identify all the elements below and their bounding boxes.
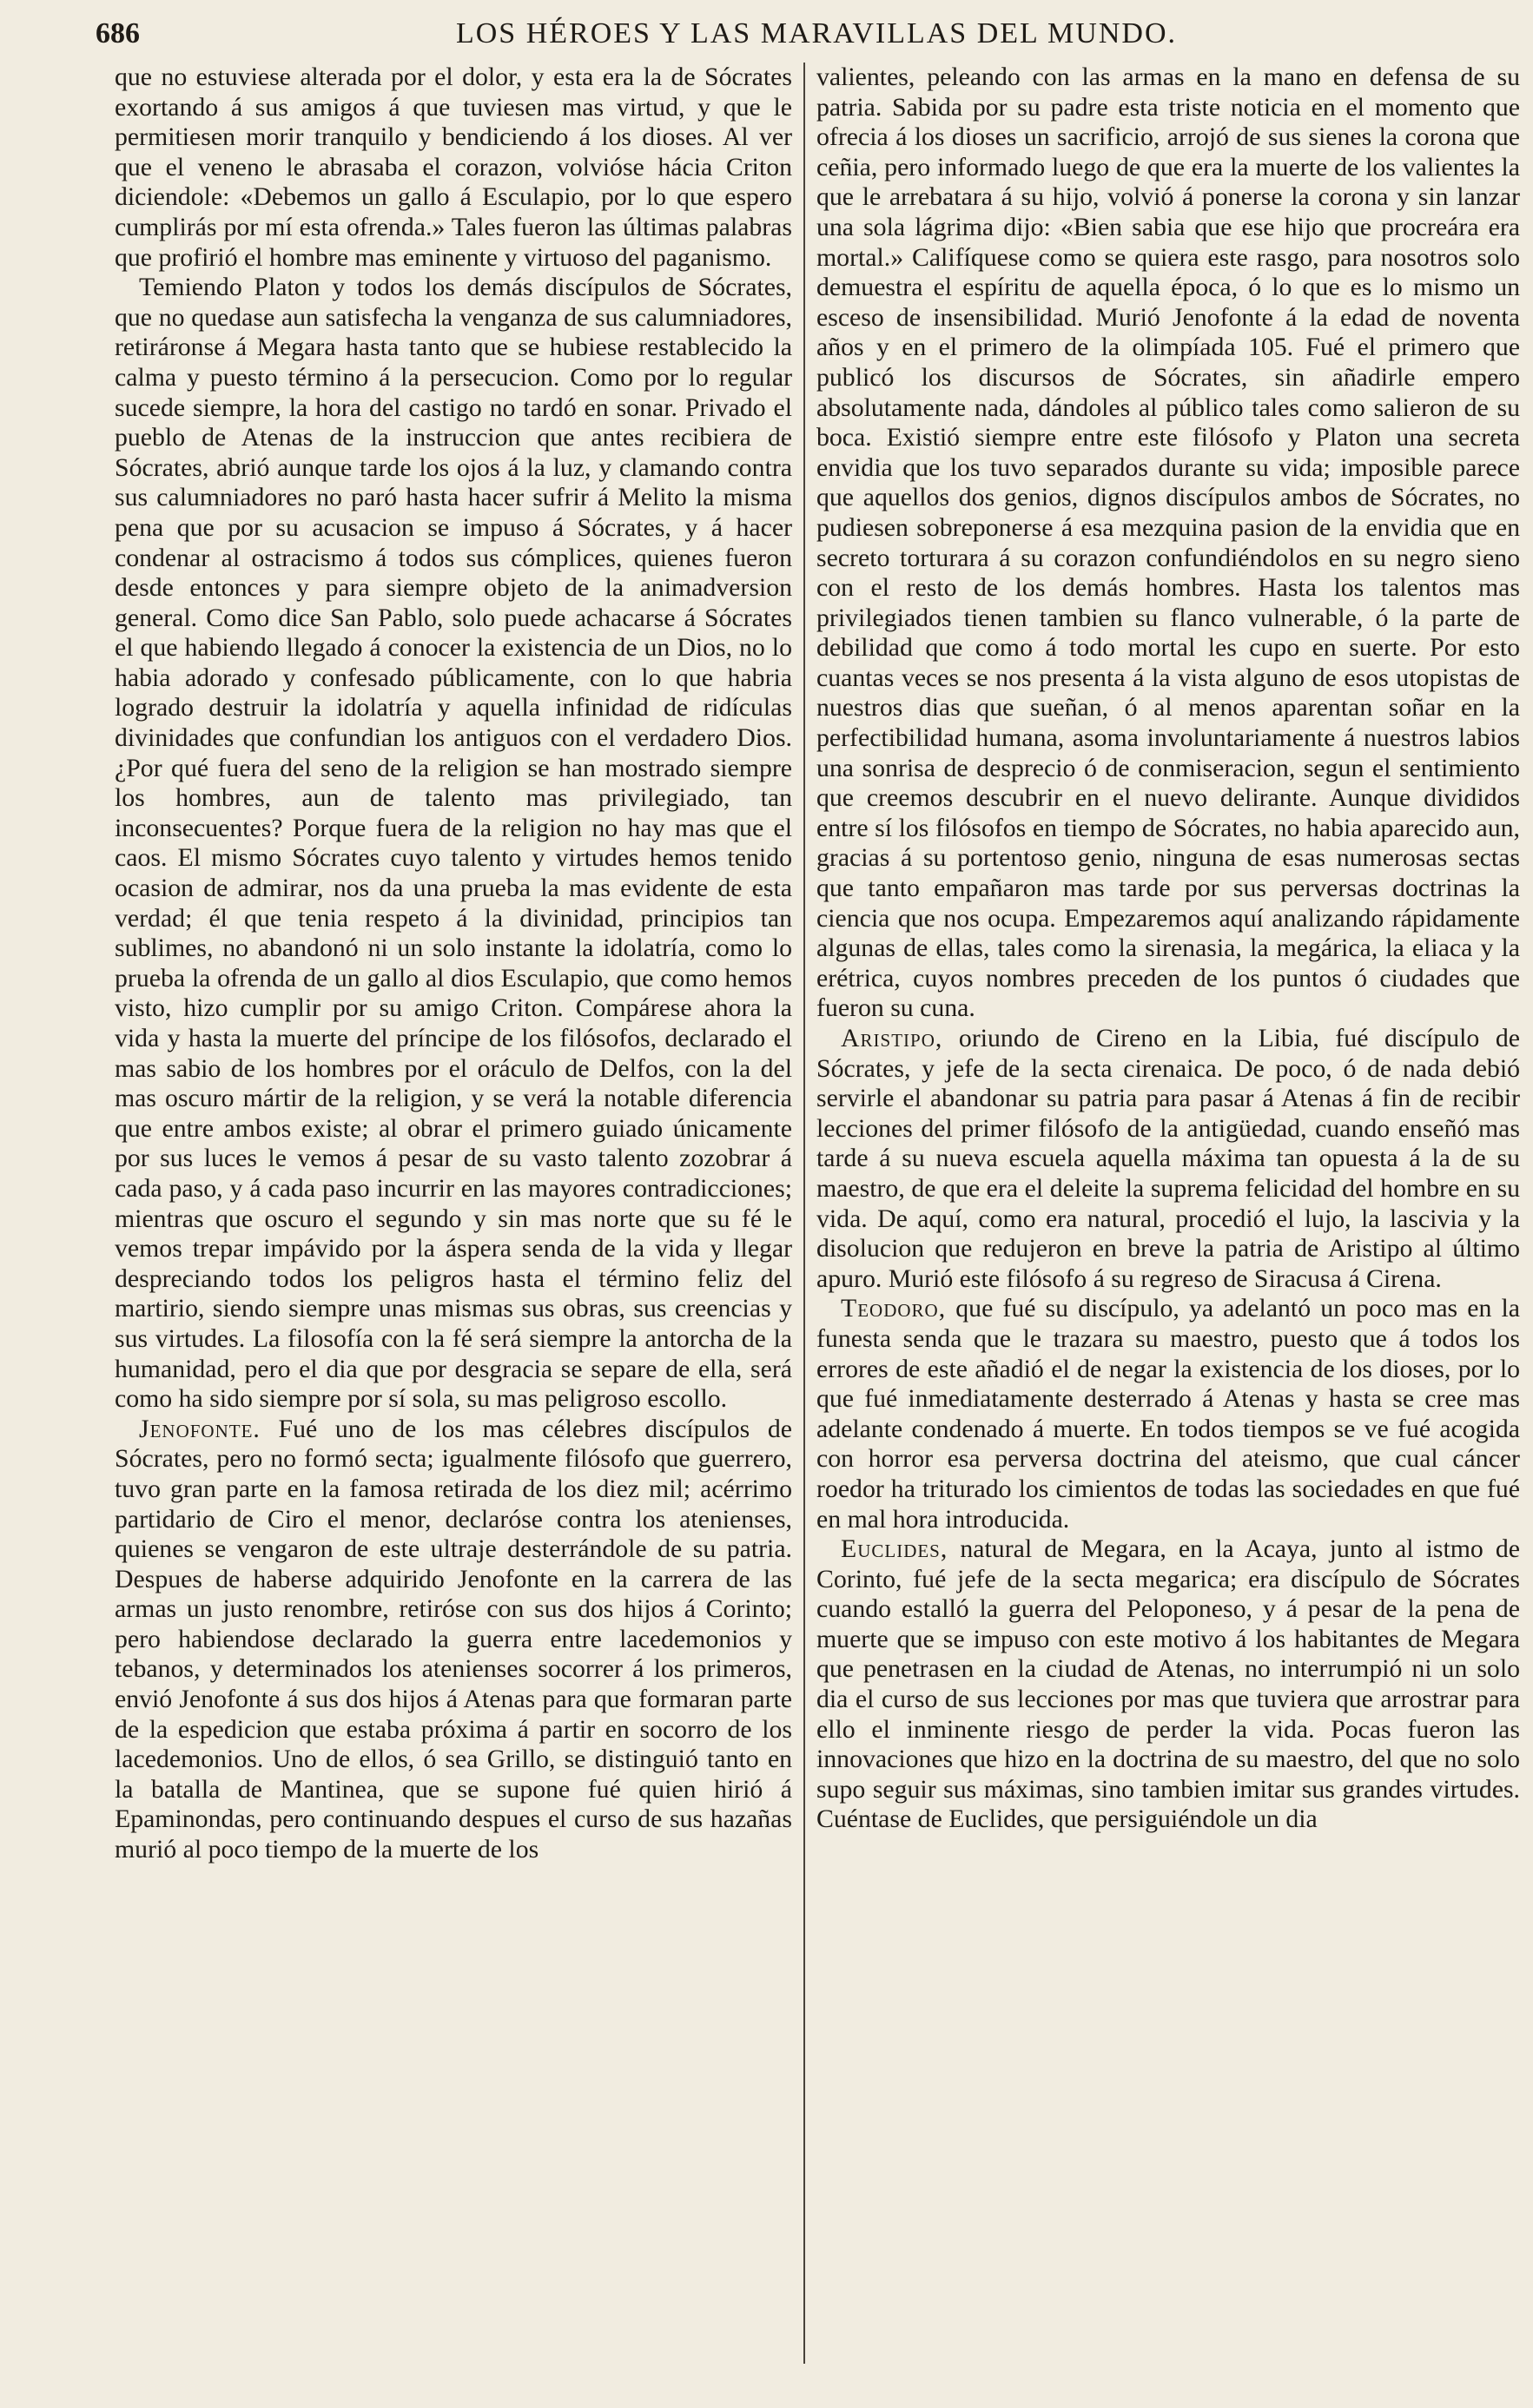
running-title: LOS HÉROES Y LAS MARAVILLAS DEL MUNDO.: [455, 17, 1177, 49]
paragraph-euclides: [816, 1534, 1520, 1835]
page-number: 686: [96, 17, 140, 49]
entry-name-teodoro: Teodoro,: [841, 1294, 947, 1323]
entry-text-aristipo: oriundo de Cireno en la Libia, fué discípulo de Sócrates, y jefe de la secta cirenaica. De poco, ó de nada debió servirle el abandonar su patria para pasar á Atenas á fin de recibir lecciones del primer filósofo de la antigüedad, cuando enseñó mas tarde á su nueva escuela aquella máxima tan opuesta á la de su maestro, de que era el deleite la suprema felicidad del hombre en su vida. De aquí, como era natural, procedió el lujo, la lascivia y la disolucion que redujeron en breve la patria de Aristipo al último apuro. Murió este filósofo á su regreso de Siracusa á Cirena.: [816, 1024, 1520, 1293]
entry-name-euclides: Euclides,: [841, 1534, 948, 1564]
paragraph-teodoro: [816, 1294, 1520, 1534]
paragraph-jenofonte-continued: valientes, peleando con las armas en la mano en defensa de su patria. Sabida por su padre esta triste noticia en el momento que ofrecia á los dioses un sacrificio, arrojó de sus sienes la corona que ceñia, pero informado luego de que era la muerte de los valientes la que le arrebatara á su hijo, volvió á ponerse la corona y sin lanzar una sola lágrima dijo: «Bien sabia que ese hijo que procreára era mortal.» Califíquese como se quiera este rasgo, para nosotros solo demuestra el espíritu de aquella época, ó lo que es lo mismo un esceso de insensibilidad. Murió Jenofonte á la edad de noventa años y en el primero de la olimpíada 105. Fué el primero que publicó los discursos de Sócrates, sin añadirle empero absolutamente nada, dándoles al público tales como salieron de su boca. Existió siempre entre este filósofo y Platon una secreta envidia que los tuvo separados durante su vida; imposible parece que aquellos dos genios, dignos discípulos ambos de Sócrates, no pudiesen sobreponerse á esa mezquina pasion de la envidia que en secreto torturara á su corazon confundiéndolos en su negro sieno con el resto de los demás hombres. Hasta los talentos mas privilegiados tienen tambien su flanco vulnerable, ó la parte de debilidad que como á todo mortal les cupo en suerte. Por esto cuantas veces se nos presenta á la vista alguno de esos utopistas de nuestros dias que sueñan, ó al menos aparentan soñar en la perfectibilidad humana, asoma involuntariamente á nuestros labios una sonrisa de desprecio ó de conmiseracion, segun el sentimiento que creemos descubrir en el nuevo delirante. Aunque divididos entre sí los filósofos en tiempo de Sócrates, no habia aparecido aun, gracias á su portentoso genio, ninguna de esas numerosas sectas que tanto empañaron mas tarde por sus perversas doctrinas la ciencia que nos ocupa. Empezaremos aquí analizando rápidamente algunas de ellas, tales como la sirenasia, la megárica, la eliaca y la erétrica, cuyos nombres preceden de los puntos ó ciudades que fueron su cuna.: [816, 63, 1520, 1023]
page-header: [96, 12, 1533, 57]
paragraph-plato-megara: Temiendo Platon y todos los demás discípulos de Sócrates, que no quedase aun satisfecha la venganza de sus calumniadores, retiráronse á Megara hasta tanto que se hubiese restablecido la calma y puesto término á la persecucion. Como por lo regular sucede siempre, la hora del castigo no tardó en sonar. Privado el pueblo de Atenas de la instruccion que antes recibiera de Sócrates, abrió aunque tarde los ojos á la luz, y clamando contra sus calumniadores no paró hasta hacer sufrir á Melito la misma pena que por su acusacion se impuso á Sócrates, y á hacer condenar al ostracismo á todos sus cómplices, quienes fueron desde entonces y para siempre objeto de la animadversion general. Como dice San Pablo, solo puede achacarse á Sócrates el que habiendo llegado á conocer la existencia de un Dios, no lo habia adorado y confesado públicamente, con lo que habria logrado destruir la idolatría y aquella infinidad de ridículas divinidades que confundian los antiguos con el verdadero Dios. ¿Por qué fuera del seno de la religion se han mostrado siempre los hombres, aun de talento mas privilegiado, tan inconsecuentes? Porque fuera de la religion no hay mas que el caos. El mismo Sócrates cuyo talento y virtudes hemos tenido ocasion de admirar, nos da una prueba la mas evidente de esta verdad; él que tenia respeto á la divinidad, principios tan sublimes, no abandonó ni un solo instante la idolatría, como lo prueba la ofrenda de un gallo al dios Esculapio, que como hemos visto, hizo cumplir por su amigo Criton. Compárese ahora la vida y hasta la muerte del príncipe de los filósofos, declarado el mas sabio de los hombres por el oráculo de Delfos, con la del mas oscuro mártir de la religion, y se verá la notable diferencia que entre ambos existe; al obrar el primero guiado únicamente por sus luces le vemos á pesar de su vasto talento zozobrar á cada paso, y á cada paso incurrir en las mayores contradicciones; mientras que oscuro el segundo y sin mas norte que su fé le vemos trepar impávido por la áspera senda de la vida y llegar despreciando todos los peligros hasta el término feliz del martirio, siendo siempre unas mismas sus obras, sus creencias y sus virtudes. La filosofía con la fé será siempre la antorcha de la humanidad, pero el dia que por desgracia se separe de ella, será como ha sido siempre por sí sola, su mas peligroso escollo.: [115, 273, 792, 1414]
entry-name-jenofonte: Jenofonte.: [139, 1414, 261, 1443]
entry-text-euclides: natural de Megara, en la Acaya, junto al istmo de Corinto, fué jefe de la secta megarica; era discípulo de Sócrates cuando estalló la guerra del Peloponeso, y á pesar de la pena de muerte que se impuso con este motivo á los habitantes de Megara que penetrasen en la ciudad de Atenas, no interrumpió ni un solo dia el curso de sus lecciones por mas que tuviera que arrostrar para ello el inminente riesgo de perder la vida. Pocas fueron las innovaciones que hizo en la doctrina de su maestro, del que no solo supo seguir sus máximas, sino tambien imitar sus grandes virtudes. Cuéntase de Euclides, que persiguiéndole un dia: [816, 1534, 1520, 1834]
entry-text-jenofonte: Fué uno de los mas célebres discípulos de Sócrates, pero no formó secta; igualmente filósofo que guerrero, tuvo gran parte en la famosa retirada de los diez mil; acérrimo partidario de Ciro el menor, declaróse contra los atenienses, quienes se vengaron de este ultraje desterrándole de su patria. Despues de haberse adquirido Jenofonte en la carrera de las armas un justo renombre, retiróse con sus dos hijos á Corinto; pero habiendose declarado la guerra entre lacedemonios y tebanos, y determinados los atenienses socorrer á los primeros, envió Jenofonte á sus dos hijos á Atenas para que formaran parte de la espedicion que estaba próxima á partir en socorro de los lacedemonios. Uno de ellos, ó sea Grillo, se distinguió tanto en la batalla de Mantinea, que se supone fué quien hirió á Epaminondas, pero continuando despues el curso de sus hazañas murió al poco tiempo de la muerte de los: [115, 1414, 792, 1864]
right-column: [816, 63, 1520, 2364]
entry-text-teodoro: que fué su discípulo, ya adelantó un poco mas en la funesta senda que le trazara su maestro, puesto que á todos los errores de este añadió el de negar la existencia de los dioses, por lo que fué inmediatamente desterrado á Atenas y hasta se cree mas adelante condenado á muerte. En todos tiempos se ve fué acogida con horror esa perversa doctrina del ateismo, que cual cáncer roedor ha triturado los cimientos de todas las sociedades en que fué en mal hora introducida.: [816, 1294, 1520, 1534]
paragraph-aristipo: [816, 1024, 1520, 1294]
column-divider: [803, 63, 805, 2364]
entry-name-aristipo: Aristipo,: [841, 1024, 943, 1052]
left-column: [115, 63, 792, 2364]
paragraph-jenofonte: [115, 1415, 792, 1865]
paragraph-socrates-death: que no estuviese alterada por el dolor, y esta era la de Sócrates exortando á sus amigos á que tuviesen mas virtud, y que le permitiesen morir tranquilo y bendiciendo á los dioses. Al ver que el veneno le abrasaba el corazon, volvióse hácia Criton diciendole: «Debemos un gallo á Esculapio, por lo que espero cumplirás por mí esta ofrenda.» Tales fueron las últimas palabras que profirió el hombre mas eminente y virtuoso del paganismo.: [115, 63, 792, 272]
